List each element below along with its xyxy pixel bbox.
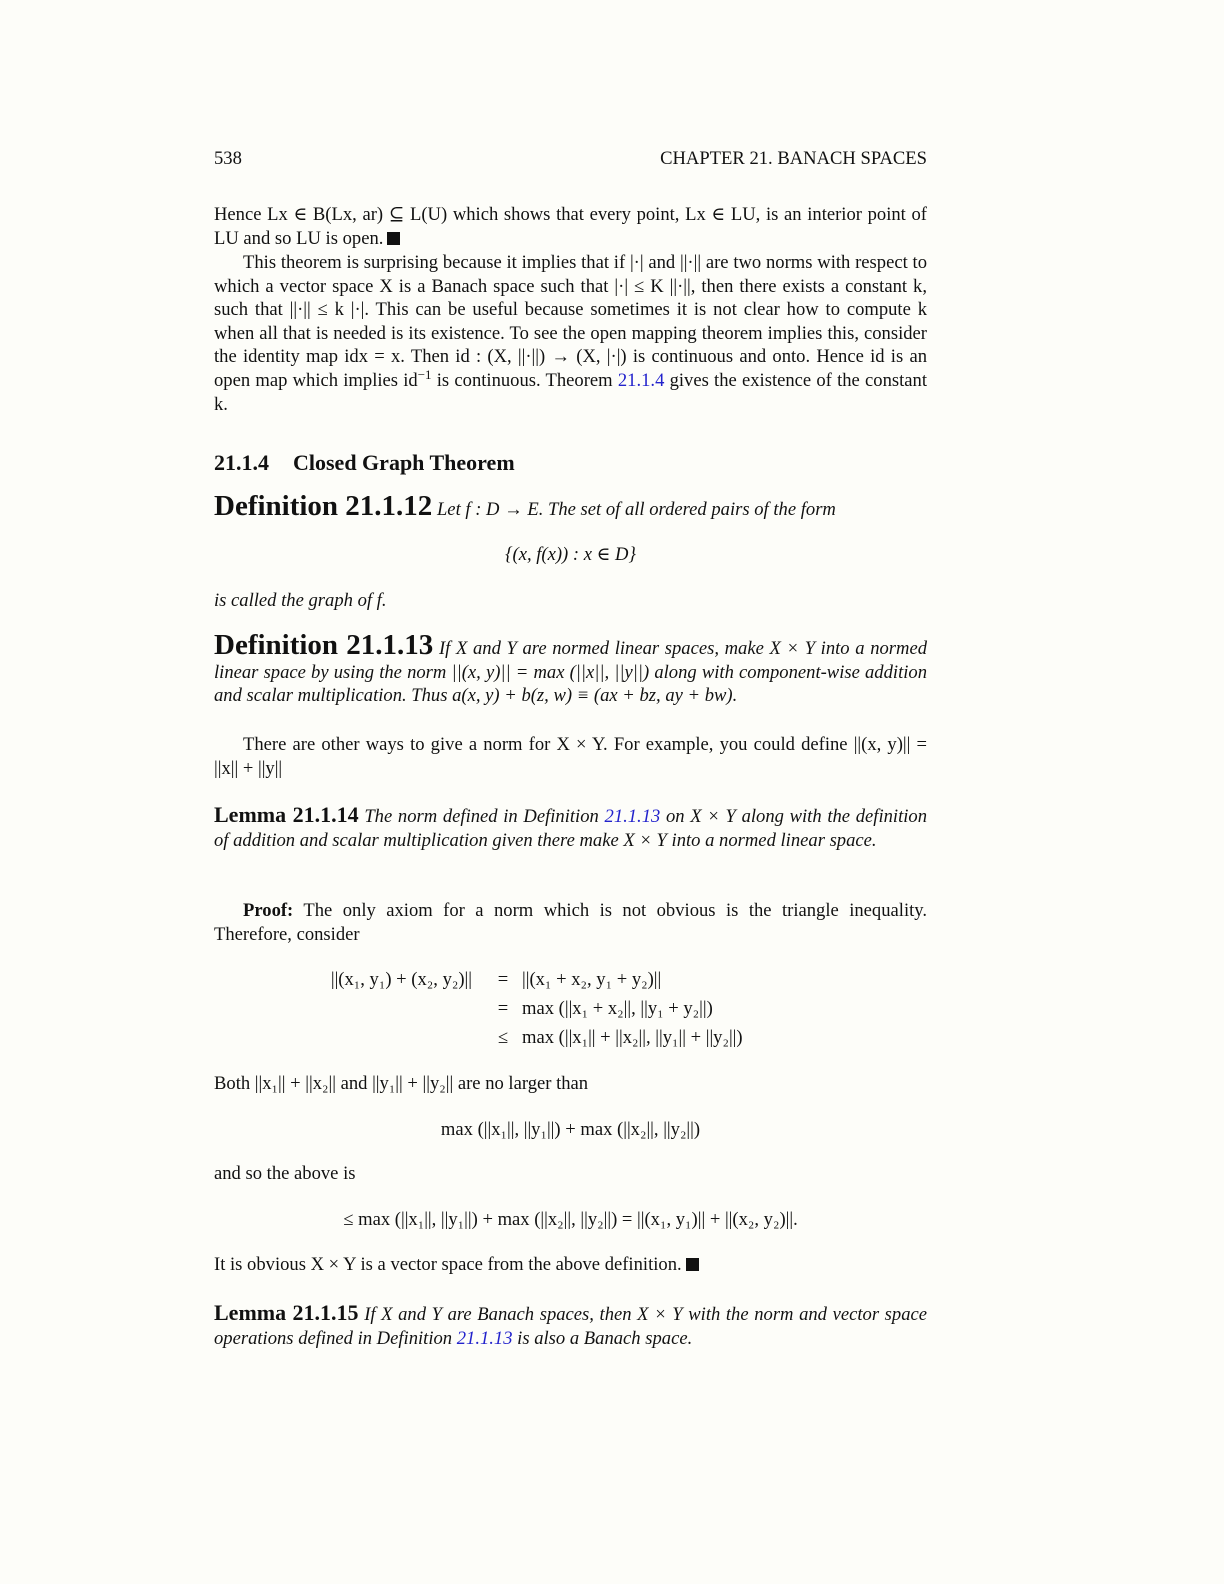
page-number: 538	[214, 148, 242, 169]
qed-icon	[387, 232, 400, 245]
lemma-label: Lemma 21.1.14	[214, 802, 359, 827]
definition-text: Let f : D → E. The set of all ordered pairs of the form	[436, 499, 836, 520]
equation-lhs: ||(x₁, y₁) + (x₂, y₂)||	[330, 969, 472, 990]
equation-rhs: max (||x₁|| + ||x₂||, ||y₁|| + ||y₂||)	[522, 1027, 743, 1048]
paragraph-above: and so the above is	[214, 1163, 356, 1184]
definition-label: Definition 21.1.13	[214, 629, 434, 661]
proof-label: Proof:	[243, 900, 294, 921]
lemma-21-1-14	[214, 803, 927, 852]
equation-rel: =	[497, 969, 509, 990]
definition-label: Definition 21.1.12	[214, 490, 433, 522]
section-heading	[214, 450, 927, 476]
lemma-21-1-15	[214, 1301, 927, 1350]
equation-rhs: max (||x₁ + x₂||, ||y₁ + y₂||)	[522, 998, 713, 1019]
display-equation-graph: {(x, f(x)) : x ∈ D}	[505, 544, 636, 565]
equation-array	[214, 965, 927, 1052]
theorem-link[interactable]: 21.1.4	[617, 369, 665, 391]
display-equation-final: ≤ max (||x₁||, ||y₁||) + max (||x₂||, ||y₂||) = ||(x₁, y₁)|| + ||(x₂, y₂)||.	[343, 1209, 798, 1230]
qed-icon	[686, 1258, 699, 1271]
superscript: −1	[417, 366, 432, 382]
paragraph-both: Both ||x₁|| + ||x₂|| and ||y₁|| + ||y₂|| are no larger than	[214, 1073, 589, 1094]
definition-link[interactable]: 21.1.13	[456, 1327, 513, 1349]
equation-rel: =	[497, 998, 509, 1019]
lemma-text: is also a Banach space.	[512, 1327, 693, 1349]
paragraph-text: is continuous. Theorem	[431, 369, 618, 391]
definition-link[interactable]: 21.1.13	[604, 806, 661, 827]
definition-21-1-13	[214, 629, 927, 708]
display-equation-max: max (||x₁||, ||y₁||) + max (||x₂||, ||y₂||)	[440, 1119, 701, 1140]
paragraph-text: gives the existence of the constant k.	[214, 369, 927, 415]
paragraph-text: This theorem is surprising because it implies that if |·| and ||·|| are two norms with respect to which a vector space X is a Banach space such that |·| ≤ K ||·||, then there exists a constant k, such that ||·|| ≤ k |·|. This can be useful because sometimes it is not clear how to compute k when all that is needed is its existence. To see the open mapping theorem implies this, consider the identity map idx = x. Then id : (X, ||·||) → (X, |·|) is continuous and onto. Hence id is an open map which implies id	[214, 252, 927, 391]
lemma-text: If X and Y are Banach spaces, then X × Y with the norm and vector space operations defined in Definition	[214, 1304, 927, 1349]
equation-lhs	[204, 994, 484, 1023]
equation-lhs	[204, 1023, 484, 1052]
chapter-title: CHAPTER 21. BANACH SPACES	[660, 148, 927, 169]
paragraph-text: It is obvious X × Y is a vector space from the above definition.	[214, 1254, 682, 1275]
definition-text-after: is called the graph of f.	[214, 590, 387, 611]
section-title: Closed Graph Theorem	[293, 450, 515, 475]
paragraph-other-norms: There are other ways to give a norm for X × Y. For example, you could define ||(x, y)|| = ||x|| + ||y||	[214, 734, 927, 779]
definition-text: If X and Y are normed linear spaces, make X × Y into a normed linear space by using the norm ||(x, y)|| = max (||x||, ||y||) along with component-wise addition and scalar multiplication. Thus a(x, y) + b(z, w) ≡ (ax + bz, ay + bw).	[214, 638, 927, 707]
lemma-text: The norm defined in Definition	[364, 806, 605, 827]
definition-21-1-12	[214, 490, 927, 526]
equation-rel: ≤	[497, 1027, 509, 1048]
equation-rhs: ||(x₁ + x₂, y₁ + y₂)||	[522, 969, 662, 990]
paragraph-theorem-remark	[214, 251, 927, 416]
paragraph-open-set	[214, 203, 927, 250]
proof-paragraph	[214, 899, 927, 946]
paragraph-text: Hence Lx ∈ B(Lx, ar) ⊆ L(U) which shows that every point, Lx ∈ LU, is an interior point of LU and so LU is open.	[214, 204, 927, 249]
paragraph-vector-space	[214, 1253, 927, 1277]
section-number: 21.1.4	[214, 450, 269, 475]
lemma-text: on X × Y along with the definition of addition and scalar multiplication given there make X × Y into a normed linear space.	[214, 806, 928, 851]
running-header	[214, 148, 927, 170]
proof-text: The only axiom for a norm which is not obvious is the triangle inequality. Therefore, consider	[214, 900, 928, 945]
lemma-label: Lemma 21.1.15	[214, 1300, 359, 1325]
